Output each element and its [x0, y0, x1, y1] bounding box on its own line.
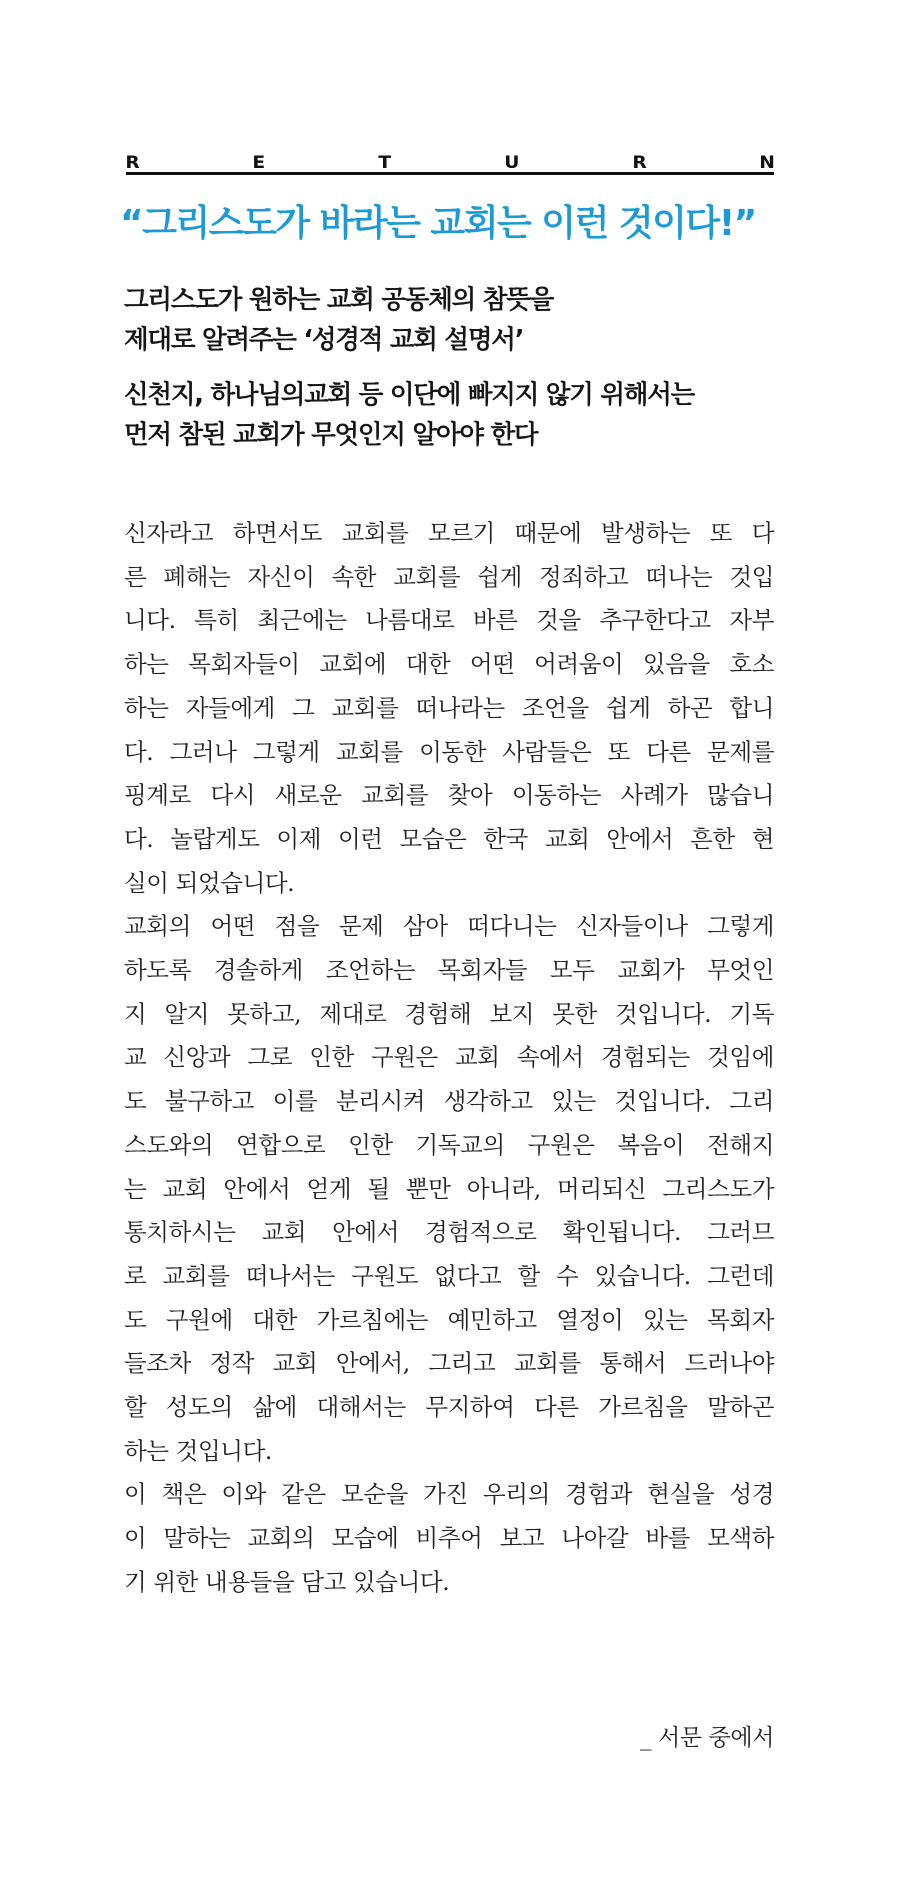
- body-line: 른 폐해는 자신이 속한 교회를 쉽게 정죄하고 떠나는 것입: [124, 562, 774, 591]
- attribution: _ 서문 중에서: [639, 1725, 774, 1751]
- headline-quote: “그리스도가 바라는 교회는 이런 것이다!”: [120, 203, 756, 244]
- subheading-2: [124, 375, 804, 455]
- subheading-line: 먼저 참된 교회가 무엇인지 알아야 한다: [124, 420, 538, 450]
- body-line: 신자라고 하면서도 교회를 모르기 때문에 발생하는 또 다: [124, 519, 774, 547]
- return-letter: E: [252, 153, 266, 173]
- return-letter: U: [503, 153, 520, 173]
- body-line: 들조차 정작 교회 안에서, 그리고 교회를 통해서 드러나야: [124, 1349, 774, 1378]
- return-letter: T: [378, 153, 392, 173]
- body-line: 도 불구하고 이를 분리시켜 생각하고 있는 것입니다. 그리: [124, 1087, 774, 1116]
- subheading-line: 제대로 알려주는 ‘성경적 교회 설명서’: [124, 325, 524, 355]
- return-letter: N: [758, 153, 775, 173]
- body-line: 스도와의 연합으로 인한 기독교의 구원은 복음이 전해지: [124, 1130, 774, 1159]
- body-line: 로 교회를 떠나서는 구원도 없다고 할 수 있습니다. 그런데: [124, 1261, 774, 1290]
- subheading-line: 그리스도가 원하는 교회 공동체의 참뜻을: [124, 285, 554, 315]
- body-line: 교회의 어떤 점을 문제 삼아 떠다니는 신자들이나 그렇게: [124, 912, 774, 941]
- body-line: 지 알지 못하고, 제대로 경험해 보지 못한 것입니다. 기독: [124, 999, 774, 1028]
- subheading-line: 신천지, 하나님의교회 등 이단에 빠지지 않기 위해서는: [124, 380, 695, 410]
- body-line: 할 성도의 삶에 대해서는 무지하여 다른 가르침을 말하곤: [124, 1393, 774, 1422]
- body-line: 도 구원에 대한 가르침에는 예민하고 열정이 있는 목회자: [124, 1305, 774, 1334]
- body-line: 다. 놀랍게도 이제 이런 모습은 한국 교회 안에서 흔한 현: [124, 824, 774, 853]
- body-line: 핑계로 다시 새로운 교회를 찾아 이동하는 사례가 많습니: [124, 781, 774, 810]
- body-line: 교 신앙과 그로 인한 구원은 교회 속에서 경험되는 것임에: [124, 1043, 774, 1072]
- preface-excerpt: [124, 512, 774, 1605]
- body-line: 통치하시는 교회 안에서 경험적으로 확인됩니다. 그러므: [124, 1218, 774, 1247]
- body-line: 하도록 경솔하게 조언하는 목회자들 모두 교회가 무엇인: [124, 956, 774, 985]
- body-line: 다. 그러나 그렇게 교회를 이동한 사람들은 또 다른 문제를: [124, 737, 774, 766]
- body-line: 하는 목회자들이 교회에 대한 어떤 어려움이 있음을 호소: [124, 650, 774, 679]
- body-line: 기 위한 내용들을 담고 있습니다.: [124, 1567, 450, 1596]
- body-line: 하는 자들에게 그 교회를 떠나라는 조언을 쉽게 하곤 합니: [124, 693, 774, 722]
- return-letter: R: [125, 153, 140, 173]
- body-line: 는 교회 안에서 얻게 될 뿐만 아니라, 머리되신 그리스도가: [124, 1174, 774, 1203]
- body-line: 니다. 특히 최근에는 나름대로 바른 것을 추구한다고 자부: [124, 606, 774, 635]
- body-line: 이 책은 이와 같은 모순을 가진 우리의 경험과 현실을 성경: [124, 1480, 774, 1509]
- return-letter: R: [631, 153, 647, 173]
- body-line: 하는 것입니다.: [124, 1436, 272, 1465]
- return-header: [126, 150, 774, 175]
- body-line: 실이 되었습니다.: [124, 868, 295, 897]
- body-line: 이 말하는 교회의 모습에 비추어 보고 나아갈 바를 모색하: [124, 1524, 774, 1553]
- subheading-1: [124, 280, 804, 360]
